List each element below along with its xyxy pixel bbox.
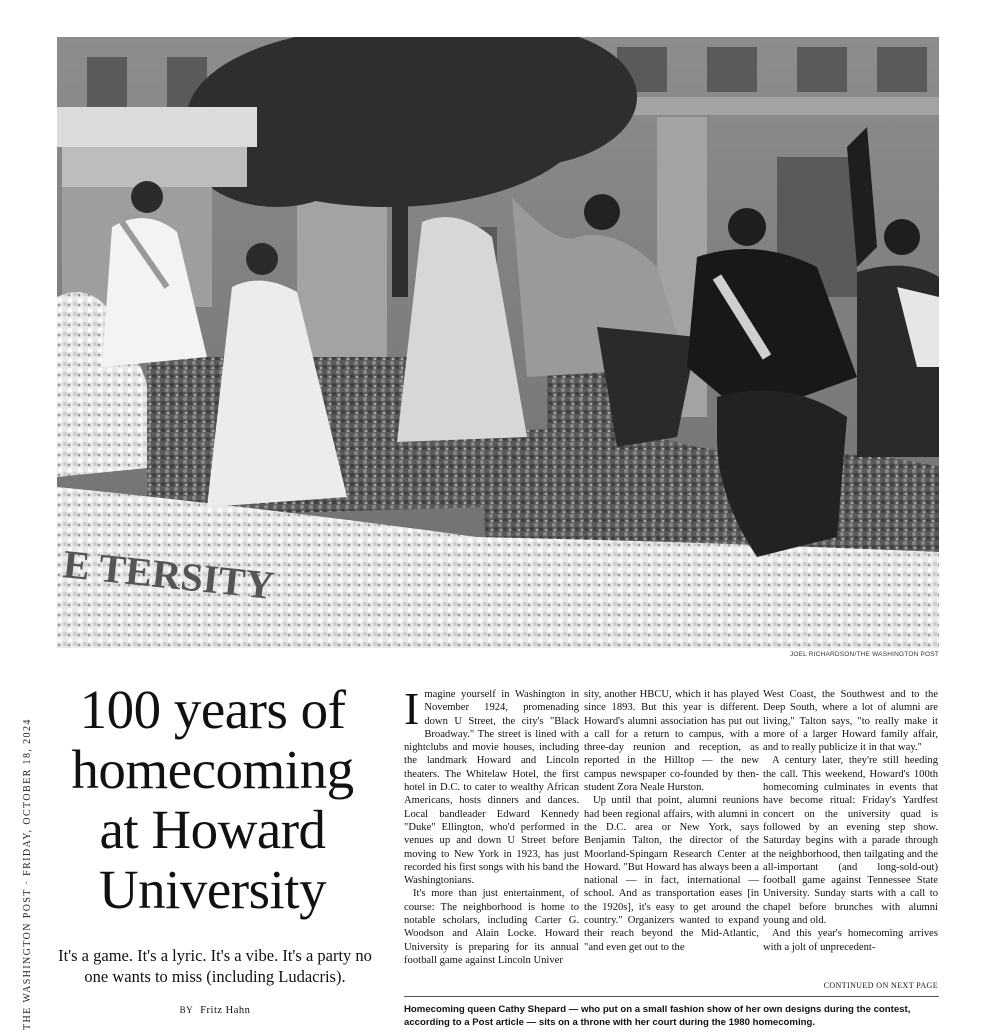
article-paragraph: And this year's homecoming arrives with a jolt of unprecedent- [763, 928, 938, 953]
article-paragraph: sity, another HBCU, which it has played since 1893. But this year is different. Howard's alumni association has put out a call for a return to campus, with a three-day reunion and reception, as reported in the Hilltop — the new campus newspaper co-founded by then-student Zora Neale Hurston. [584, 689, 759, 794]
continued-notice: CONTINUED ON NEXT PAGE [823, 981, 938, 990]
headline-line: University [98, 859, 327, 920]
photo-credit: JOEL RICHARDSON/THE WASHINGTON POST [789, 651, 939, 658]
subheadline: It's a game. It's a lyric. It's a vibe. It's a party no one wants to miss (including Ludacris). [58, 946, 372, 986]
drop-cap: I [404, 683, 420, 734]
article-paragraph: A century later, they're still heeding the call. This weekend, Howard's 100th homecoming culminates in events that have become ritual: Friday's Yardfest concert on the university quad is followed by an evening step show. Saturday begins with a parade through the neighborhood, then tailgating and the all-important (and long-sold-out) football game against Tennessee State University. Sunday starts with a call to chapel before brunches with alumni young and old. [763, 755, 938, 927]
byline-author: Fritz Hahn [200, 1005, 251, 1016]
article-column-1 [404, 683, 579, 967]
byline [55, 1005, 375, 1016]
photo-illustration [57, 37, 939, 648]
article-paragraph: It's more than just entertainment, of course: The neighborhood is home to notable scholars, including Carter G. Woodson and Alain Locke. Howard University is preparing for its annual football game against Lincoln Univer [404, 888, 579, 966]
page-folio: THE WASHINGTON POST · FRIDAY, OCTOBER 18, 2024 [22, 718, 33, 1030]
article-paragraph: West Coast, the Southwest and to the Deep South, where a lot of alumni are living," Talton says, "to really make it more of a larger Howard family affair, and to really publicize it in that way." [763, 689, 938, 754]
article-paragraph: Up until that point, alumni reunions had been regional affairs, with alumni in the D.C. area or New York, says Benjamin Talton, the director of the Moorland-Spingarn Research Center at Howard. "But Howard has always been a national — in fact, international — school. And as transportation eases [in the 1920s], it's easy to get around the country." Organizers wanted to expand their reach beyond the Mid-Atlantic, "and even get out to the [584, 795, 759, 953]
headline-line: 100 years of [79, 679, 346, 740]
article-column-3 [763, 688, 938, 954]
photo-caption: Homecoming queen Cathy Shepard — who put on a small fashion show of her own designs during the contest, according to a Post article — sits on a throne with her court during the 1980 homecoming. [404, 1004, 911, 1028]
svg-text:E TERSITY: E TERSITY [61, 541, 277, 609]
byline-prefix: BY [179, 1005, 194, 1015]
article-paragraph: Imagine yourself in Washington in November 1924, promenading down U Street, the city's "Black Broadway." The street is lined with nightclubs and movie houses, including the landmark Howard and Lincoln theaters. The Whitelaw Hotel, the first hotel in D.C. to cater to wealthy African Americans, hosts dinners and dances. Local bandleader Edward Kennedy "Duke" Ellington, who'd performed in venues up and down U Street before moving to New York in 1923, has just recorded his first songs with his band the Washingtonians. [404, 683, 579, 887]
caption-divider [404, 996, 939, 997]
parade-float-photo [57, 37, 939, 648]
headline [50, 680, 375, 920]
article-column-2 [584, 688, 759, 954]
headline-line: homecoming [71, 739, 354, 800]
headline-line: at Howard [99, 799, 326, 860]
